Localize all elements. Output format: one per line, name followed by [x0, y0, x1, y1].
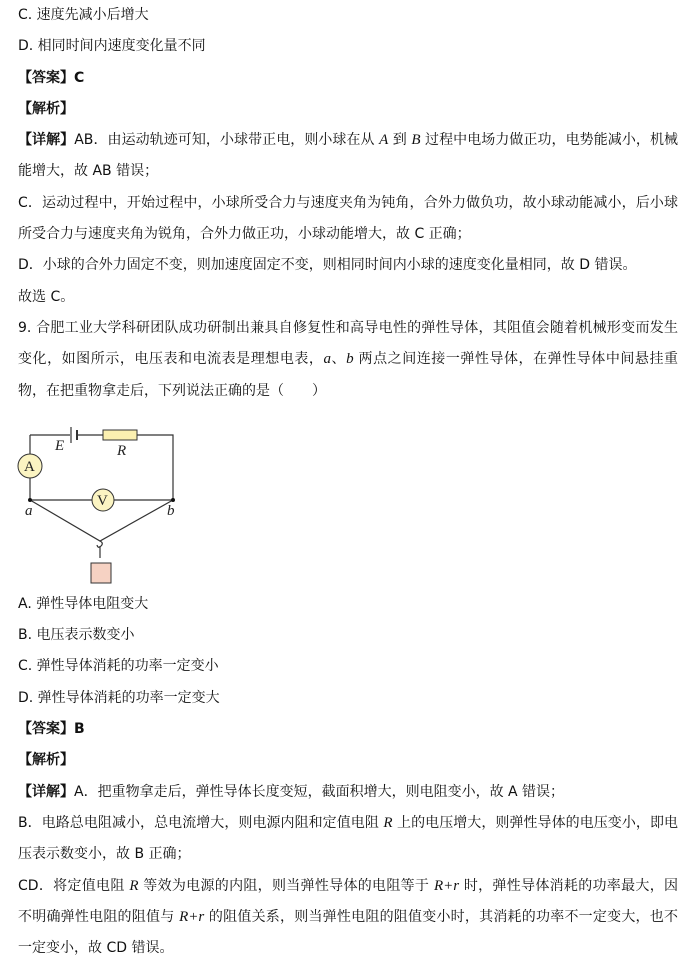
paragraph	[18, 808, 678, 871]
paragraph	[18, 282, 678, 313]
text-segment: A. 弹性导体电阻变大	[18, 595, 149, 612]
paragraph	[18, 589, 678, 620]
text-segment: B．电路总电阻减小，总电流增大，则电源内阻和定值电阻	[18, 814, 384, 831]
paragraph	[18, 777, 678, 808]
label-R: R	[117, 442, 127, 459]
weight	[91, 563, 111, 583]
document	[18, 0, 678, 964]
text-segment: 【解析】	[18, 752, 74, 769]
circuit-diagram	[0, 413, 200, 585]
paragraph	[18, 871, 678, 964]
text-segment: 、	[330, 351, 347, 368]
text-segment: 上的电压增大，则弹性导体的电压变小，即电压表示数变小，故 B 正确；	[18, 814, 678, 863]
paragraph	[18, 63, 678, 94]
paragraph	[18, 313, 678, 407]
text-segment: A．把重物拿走后，弹性导体长度变短，截面积增大，则电阻变小，故 A 错误；	[74, 783, 565, 800]
math-variable: a	[323, 351, 331, 368]
paragraph	[18, 0, 678, 31]
paragraph	[18, 31, 678, 62]
text-segment: 【答案】C	[18, 69, 85, 86]
label-b: b	[167, 502, 175, 519]
text-segment: B. 电压表示数变小	[18, 627, 135, 644]
label-E: E	[55, 437, 65, 454]
text-segment: 过程中电场力做正功，电势能减小，机械能增大，故 AB 错误；	[18, 132, 678, 180]
text-segment: D. 弹性导体消耗的功率一定变大	[18, 689, 220, 706]
text-segment: 时，弹性导体消耗的功率最大，因不明确弹性电阻的阻值与	[18, 877, 678, 925]
label-V: V	[97, 492, 108, 509]
text-segment: CD．将定值电阻	[18, 877, 130, 894]
text-segment: 等效为电源的内阻，则当弹性导体的电阻等于	[138, 877, 434, 894]
label-a: a	[25, 502, 33, 519]
text-segment: C．运动过程中，开始过程中，小球所受合力与速度夹角为钝角，合外力做负功，故小球动能减小，后小球所受合力与速度夹角为锐角，合外力做正功，小球动能增大，故 C 正确；	[18, 194, 678, 243]
resistor-R	[103, 430, 137, 440]
paragraph	[18, 620, 678, 651]
math-variable: R+r	[179, 908, 205, 925]
paragraph	[18, 683, 678, 714]
text-segment: D．小球的合外力固定不变，则加速度固定不变，则相同时间内小球的速度变化量相同，故 D 错误。	[18, 257, 637, 274]
text-segment: 【解析】	[18, 100, 74, 117]
text-segment: 【答案】B	[18, 721, 85, 738]
text-segment: 的阻值关系，则当弹性电阻的阻值变小时，其消耗的功率不一定变大，也不一定变小，故 CD 错误。	[18, 908, 678, 957]
text-segment: 9. 合肥工业大学科研团队成功研制出兼具自修复性和高导电性的弹性导体，其阻值会随着机械形变而发生变化，如图所示，电压表和电流表是理想电表，	[18, 319, 678, 368]
node-b	[171, 498, 175, 502]
paragraph	[18, 188, 678, 251]
node-a	[28, 498, 32, 502]
paragraph	[18, 94, 678, 125]
paragraph	[18, 125, 678, 188]
paragraph	[18, 714, 678, 745]
label-A: A	[24, 458, 35, 475]
text-segment: 【详解】	[18, 132, 75, 149]
math-variable: b	[346, 351, 354, 368]
text-segment: AB．由运动轨迹可知，小球带正电，则小球在从	[74, 132, 380, 149]
paragraph	[18, 745, 678, 776]
text-segment: C. 速度先减小后增大	[18, 7, 149, 23]
paragraphs-top	[18, 0, 678, 407]
text-segment: 【详解】	[18, 783, 74, 800]
text-segment: 故选 C。	[18, 288, 75, 305]
math-variable: R	[383, 814, 393, 831]
math-variable: B	[411, 132, 421, 149]
math-variable: A	[379, 132, 389, 149]
paragraph	[18, 651, 678, 682]
text-segment: C. 弹性导体消耗的功率一定变小	[18, 658, 219, 675]
text-segment: 到	[388, 132, 412, 149]
math-variable: R+r	[433, 877, 460, 894]
paragraph	[18, 250, 678, 281]
paragraphs-bottom	[18, 589, 678, 964]
math-variable: R	[129, 877, 139, 894]
text-segment: D. 相同时间内速度变化量不同	[18, 38, 206, 55]
text-segment: 两点之间连接一弹性导体，在弹性导体中间悬挂重物，在把重物拿走后，下列说法正确的是（ ）	[18, 351, 679, 399]
